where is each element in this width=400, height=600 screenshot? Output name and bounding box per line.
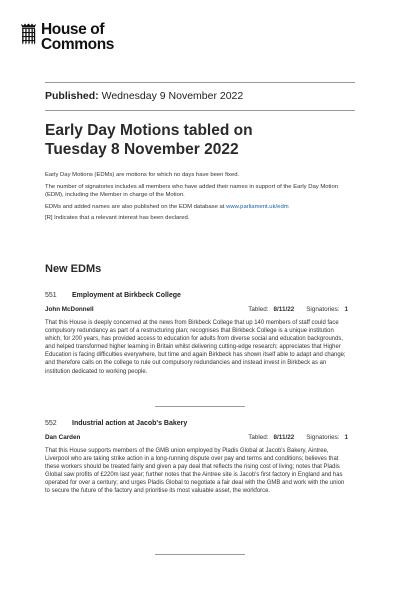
intro-paragraph-2: The number of signatories includes all members who have added their names in support of the Early Day Motion (EDM), including the Member in charge of the Motion.	[45, 183, 339, 198]
edm-database-link[interactable]: www.parliament.uk/edm	[226, 203, 289, 210]
edm-sponsor: John McDonnell	[45, 306, 94, 313]
signatories-label: Signatories:	[306, 434, 340, 441]
page-title-line-1: Early Day Motions tabled on	[45, 122, 253, 139]
edm-meta	[45, 434, 348, 442]
published-date: Wednesday 9 November 2022	[101, 90, 244, 102]
intro-paragraph-1: Early Day Motions (EDMs) are motions for which no days have been fixed.	[45, 172, 240, 178]
tabled-date: 8/11/22	[273, 306, 295, 313]
edm-meta	[45, 306, 348, 314]
edm-tabled-info	[248, 306, 348, 313]
edm-item	[45, 420, 348, 496]
signatories-count: 1	[344, 434, 348, 441]
edm-header	[45, 292, 348, 301]
tabled-date: 8/11/22	[273, 434, 295, 441]
signatories-count: 1	[344, 306, 348, 313]
top-rule	[45, 82, 355, 83]
edm-tabled-info	[248, 434, 348, 441]
tabled-label: Tabled:	[248, 306, 269, 313]
logo-text	[41, 22, 114, 52]
page-title-line-2: Tuesday 8 November 2022	[45, 141, 239, 158]
signatories-label: Signatories:	[306, 306, 340, 313]
edm-divider	[155, 406, 245, 407]
edm-divider	[155, 554, 245, 555]
intro-paragraph-3	[45, 203, 357, 211]
edm-motion-text: That this House is deeply concerned at the news from Birkbeck College that up 140 members of staff could face compulsory redundancy as part of a restructuring plan; recognises that Birkbeck College is a unique institution which, for 200 years, has provided access to education for adults from diverse social and education backgrounds, and helped transformed higher learning in Britain whilst delivering cutting-edge research; appreciates that Higher Education is facing difficulties everywhere, but time and again Birkbeck has shown itself able to adapt and change; and therefore calls on the college to rule out compulsory redundancies and instead invest in Birkbeck as an institution dedicated to working people.	[45, 320, 346, 375]
edm-number: 551	[45, 292, 57, 299]
published-label: Published:	[45, 90, 99, 102]
section-heading-new-edms: New EDMs	[45, 263, 102, 275]
logo-line-1: House of	[41, 21, 105, 38]
intro-paragraph-3-text: EDMs and added names are also published on the EDM database at	[45, 203, 227, 210]
logo-line-2: Commons	[41, 36, 114, 53]
intro-text	[45, 171, 357, 226]
edm-motion-text: That this House supports members of the GMB union employed by Pladis Global at Jacob's Bakery, Aintree, Liverpool who are taking strike action in a long-running dispute over pay and terms and conditions; believes that these workers should be treated fairly and given a pay deal that reflects the rising cost of living; notes that Pladis Global saw profits of £220m last year; further notes that the Aintree site is Jacob's first factory in England and has operated for over a century; and urges Pladis Global to negotiate a fair deal with the GMB and work with the union to secure the future of the factory and prioritise its most valuable asset, the workforce.	[45, 448, 345, 495]
intro-paragraph-4: [R] Indicates that a relevant interest has been declared.	[45, 215, 190, 222]
edm-sponsor: Dan Carden	[45, 434, 81, 441]
edm-title: Employment at Birkbeck College	[72, 292, 181, 299]
edm-title: Industrial action at Jacob's Bakery	[72, 420, 188, 427]
edm-header	[45, 420, 348, 429]
mid-rule	[45, 110, 355, 111]
tabled-label: Tabled:	[248, 434, 269, 441]
edm-item	[45, 292, 348, 376]
edm-number: 552	[45, 420, 57, 427]
house-of-commons-logo	[20, 22, 114, 52]
page-title	[45, 121, 345, 159]
portcullis-icon	[20, 23, 37, 45]
published-line	[45, 90, 243, 102]
